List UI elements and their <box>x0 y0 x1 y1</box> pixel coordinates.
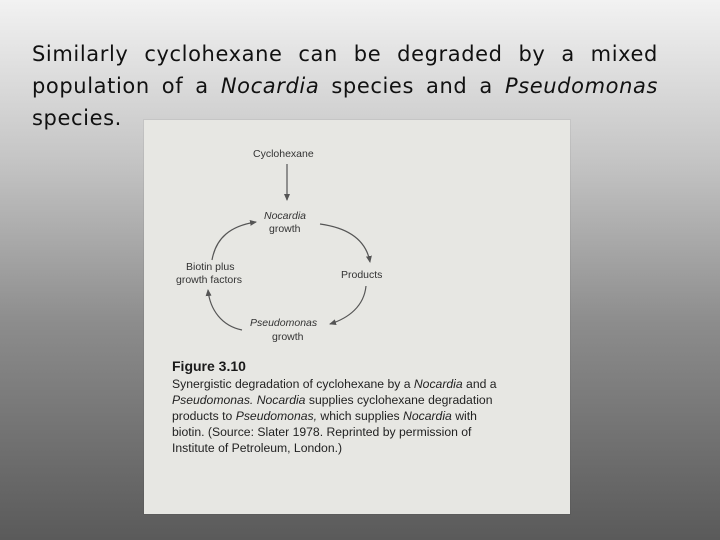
caption-line1-em: Nocardia <box>413 377 463 391</box>
slide-text-part1: Similarly cyclohexane can be degraded by a mixed population of a <box>32 42 658 98</box>
caption-line3-c: with <box>451 409 477 423</box>
cycle-diagram <box>144 120 570 514</box>
figure-caption-line-2 <box>172 393 492 407</box>
label-pseudomonas: Pseudomonas <box>250 317 318 329</box>
arrow-pseudomonas-to-biotin <box>208 290 242 330</box>
caption-line2-b: supplies cyclohexane degradation <box>305 393 493 407</box>
caption-line3-em2: Nocardia <box>403 409 452 423</box>
figure-caption-title: Figure 3.10 <box>172 358 246 374</box>
label-pseudomonas-growth: growth <box>272 331 304 343</box>
slide-text-nocardia: Nocardia <box>220 74 320 98</box>
caption-line3-em: Pseudomonas, <box>235 409 317 423</box>
caption-line1-a: Synergistic degradation of cyclohexane by a <box>172 377 414 391</box>
caption-line3-a: products to <box>172 409 236 423</box>
label-growth-factors: growth factors <box>176 274 242 286</box>
caption-line3-b: which supplies <box>317 409 404 423</box>
arrow-products-to-pseudomonas <box>330 286 366 324</box>
arrow-biotin-to-nocardia <box>212 222 256 260</box>
label-products: Products <box>341 269 383 281</box>
figure-caption-line-5: Institute of Petroleum, London.) <box>172 441 343 455</box>
label-cyclohexane: Cyclohexane <box>253 148 314 160</box>
arrow-nocardia-to-products <box>320 224 370 262</box>
figure-caption-line-1 <box>172 377 497 391</box>
figure-image <box>144 120 570 514</box>
figure-caption-line-4: biotin. (Source: Slater 1978. Reprinted by permission of <box>172 425 472 439</box>
caption-line1-b: and a <box>462 377 497 391</box>
slide-text-pseudomonas: Pseudomonas <box>504 74 658 98</box>
label-nocardia: Nocardia <box>264 210 307 222</box>
label-biotin: Biotin plus <box>186 261 235 273</box>
slide-text-part2: species and a <box>319 74 505 98</box>
caption-line2-em: Pseudomonas. Nocardia <box>172 393 306 407</box>
figure-caption-line-3 <box>172 409 477 423</box>
slide-text-part3: species. <box>32 106 122 130</box>
label-nocardia-growth: growth <box>269 223 301 235</box>
